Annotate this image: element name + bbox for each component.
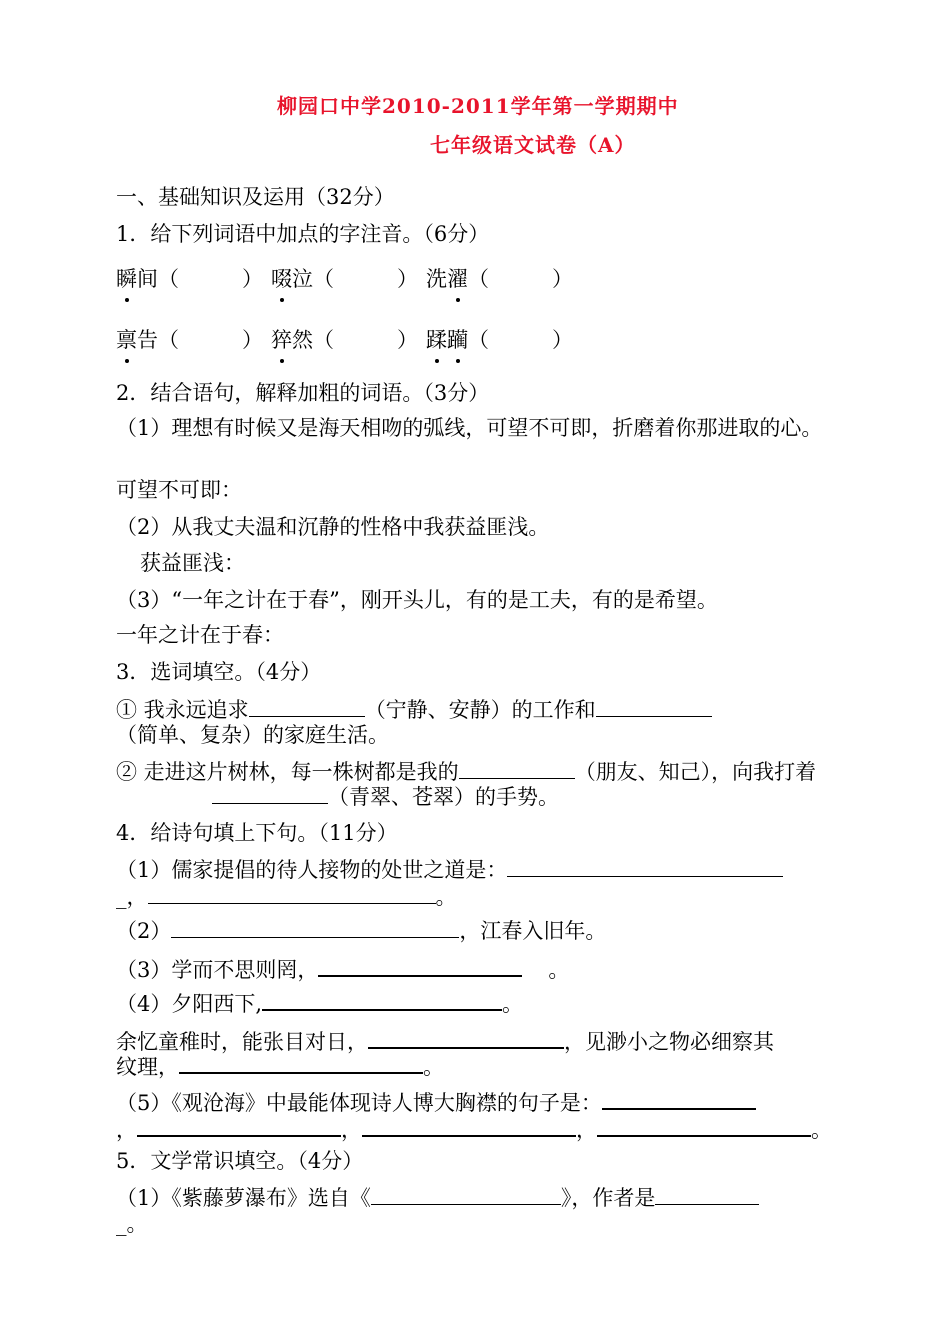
q1-item: 禀告（ ） [116,328,263,352]
q4-p3: （3）学而不思则罔， 。 [116,955,569,983]
answer-blank[interactable] [602,1088,756,1110]
q3-item-1: ① 我永远追求 （宁静、安静）的工作和 [116,696,712,723]
answer-paren[interactable]: （ ） [468,267,573,291]
q2-sentence-3: （3）“一年之计在于春”，刚开头儿，有的是工夫，有的是希望。 [116,588,718,612]
q3-item-2-cont: （青翠、苍翠）的手势。 [116,783,559,810]
exam-title-line1: 柳园口中学2010-2011学年第一学期期中 [277,94,679,118]
q4-p6: （5）《观沧海》中最能体现诗人博大胸襟的句子是： [116,1088,756,1116]
answer-blank[interactable] [212,783,328,804]
q2-sentence-2: （2）从我丈夫温和沉静的性格中我获益匪浅。 [116,515,550,539]
answer-blank[interactable] [655,1184,759,1205]
q1-item: 蹂躏（ ） [426,328,573,352]
answer-paren[interactable]: （ ） [313,267,418,291]
answer-blank[interactable] [507,856,783,877]
answer-blank[interactable] [597,1115,811,1137]
q1-prompt: 1．给下列词语中加点的字注音。（6分） [116,222,490,246]
section-heading: 一、基础知识及运用（32分） [116,185,395,209]
answer-blank[interactable] [171,917,459,938]
q1-item: 瞬间（ ） [116,267,263,291]
q3-prompt: 3．选词填空。（4分） [116,660,322,684]
answer-blank[interactable] [371,1184,561,1205]
q5-prompt: 5．文学常识填空。（4分） [116,1149,364,1173]
q2-term-3: 一年之计在于春： [116,623,284,647]
q5-l1-cont: _。 [116,1212,148,1236]
answer-paren[interactable]: （ ） [158,328,263,352]
answer-paren[interactable]: （ ） [313,328,418,352]
answer-blank[interactable] [362,1115,576,1137]
q3-item-2: ② 走进这片树林，每一株树都是我的 （朋友、知己），向我打着 [116,760,817,784]
answer-blank[interactable] [459,758,575,779]
answer-paren[interactable]: （ ） [158,267,263,291]
q1-item: 啜泣（ ） [271,267,418,291]
answer-blank[interactable] [148,883,436,904]
q1-item: 猝然（ ） [271,328,418,352]
answer-blank[interactable] [318,955,522,977]
q2-prompt: 2．结合语句，解释加粗的词语。（3分） [116,381,490,405]
q1-row2 [116,327,573,353]
q3-item-1-cont: （简单、复杂）的家庭生活。 [116,723,389,747]
q1-item: 洗濯（ ） [426,267,573,291]
answer-blank[interactable] [179,1052,423,1074]
q4-p5-cont: 纹理， 。 [116,1052,444,1080]
q5-l1: （1）《紫藤萝瀑布》选自《 》，作者是 [116,1184,759,1211]
q4-p4: （4）夕阳西下, 。 [116,989,523,1017]
exam-title-line2: 七年级语文试卷（A） [430,133,636,157]
q1-row1 [116,266,573,292]
q4-p5: 余忆童稚时，能张目对日， ，见渺小之物必细察其 [116,1027,774,1055]
q4-p1: （1）儒家提倡的待人接物的处世之道是： [116,856,783,883]
answer-blank[interactable] [368,1027,564,1049]
q2-term-1: 可望不可即： [116,478,242,502]
q4-prompt: 4．给诗句填上下句。（11分） [116,821,398,845]
answer-paren[interactable]: （ ） [468,328,573,352]
answer-blank[interactable] [137,1115,341,1137]
q2-term-2: 获益匪浅： [140,551,245,575]
answer-blank[interactable] [249,696,365,717]
answer-blank[interactable] [262,989,502,1011]
q4-p2: （2） ，江春入旧年。 [116,919,607,943]
q4-p1-cont: _， 。 [116,885,457,909]
q2-sentence-1: （1）理想有时候又是海天相吻的弧线，可望不可即，折磨着你那进取的心。 [116,416,823,440]
q4-p6-cont: ， ， ， 。 [116,1115,832,1143]
answer-blank[interactable] [596,696,712,717]
